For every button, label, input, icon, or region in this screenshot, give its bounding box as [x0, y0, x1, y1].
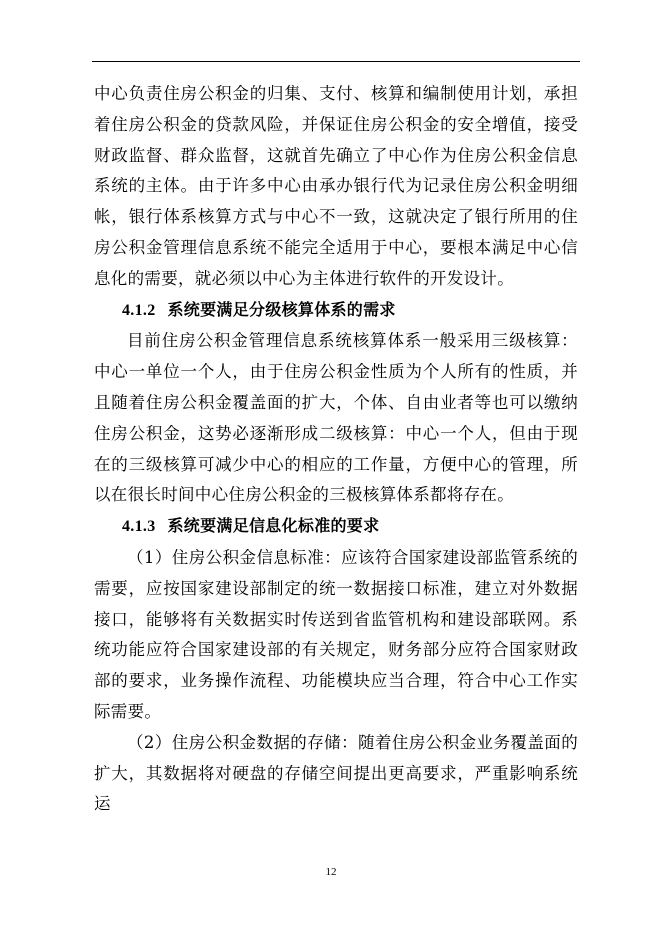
page-number: 12 [325, 866, 337, 878]
paragraph-intro: 中心负责住房公积金的归集、支付、核算和编制使用计划，承担着住房公积金的贷款风险，并保证住房公积金的安全增值，接受财政监督、群众监督，这就首先确立了中心作为住房公积金信息系统的主体。由于许多中心由承办银行代为记录住房公积金明细帐，银行体系核算方式与中心不一致，这就决定了银行所用的住房公积金管理信息系统不能完全适用于中心，要根本满足中心信息化的需要，就必须以中心为主体进行软件的开发设计。 [94, 84, 578, 288]
section-heading-4-1-2 [94, 295, 578, 327]
section-title: 系统要满足分级核算体系的需求 [167, 299, 396, 319]
paragraph-info-standard: （1）住房公积金信息标准：应该符合国家建设部监管系统的需要，应按国家建设部制定的统一数据接口标准，建立对外数据接口，能够将有关数据实时传送到省监管机构和建设部联网。系统功能应符合国家建设部的有关规定，财务部分应符合国家财政部的要求，业务操作流程、功能模块应当合理，符合中心工作实际需要。 [94, 547, 578, 721]
section-title: 系统要满足信息化标准的要求 [167, 516, 380, 536]
section-number: 4.1.3 [122, 518, 156, 536]
document-body [94, 79, 578, 820]
section-number: 4.1.2 [122, 301, 156, 319]
section-heading-4-1-3 [94, 511, 578, 543]
header-rule [92, 61, 580, 62]
paragraph-accounting-system: 目前住房公积金管理信息系统核算体系一般采用三级核算：中心一单位一个人，由于住房公积金性质为个人所有的性质，并且随着住房公积金覆盖面的扩大，个体、自由业者等也可以缴纳住房公积金，这势必逐渐形成二级核算：中心一个人，但由于现在的三级核算可减少中心的相应的工作量，方便中心的管理，所以在很长时间中心住房公积金的三极核算体系都将存在。 [94, 331, 578, 505]
paragraph-data-storage: （2）住房公积金数据的存储：随着住房公积金业务覆盖面的扩大，其数据将对硬盘的存储空间提出更高要求，严重影响系统运 [94, 732, 578, 814]
